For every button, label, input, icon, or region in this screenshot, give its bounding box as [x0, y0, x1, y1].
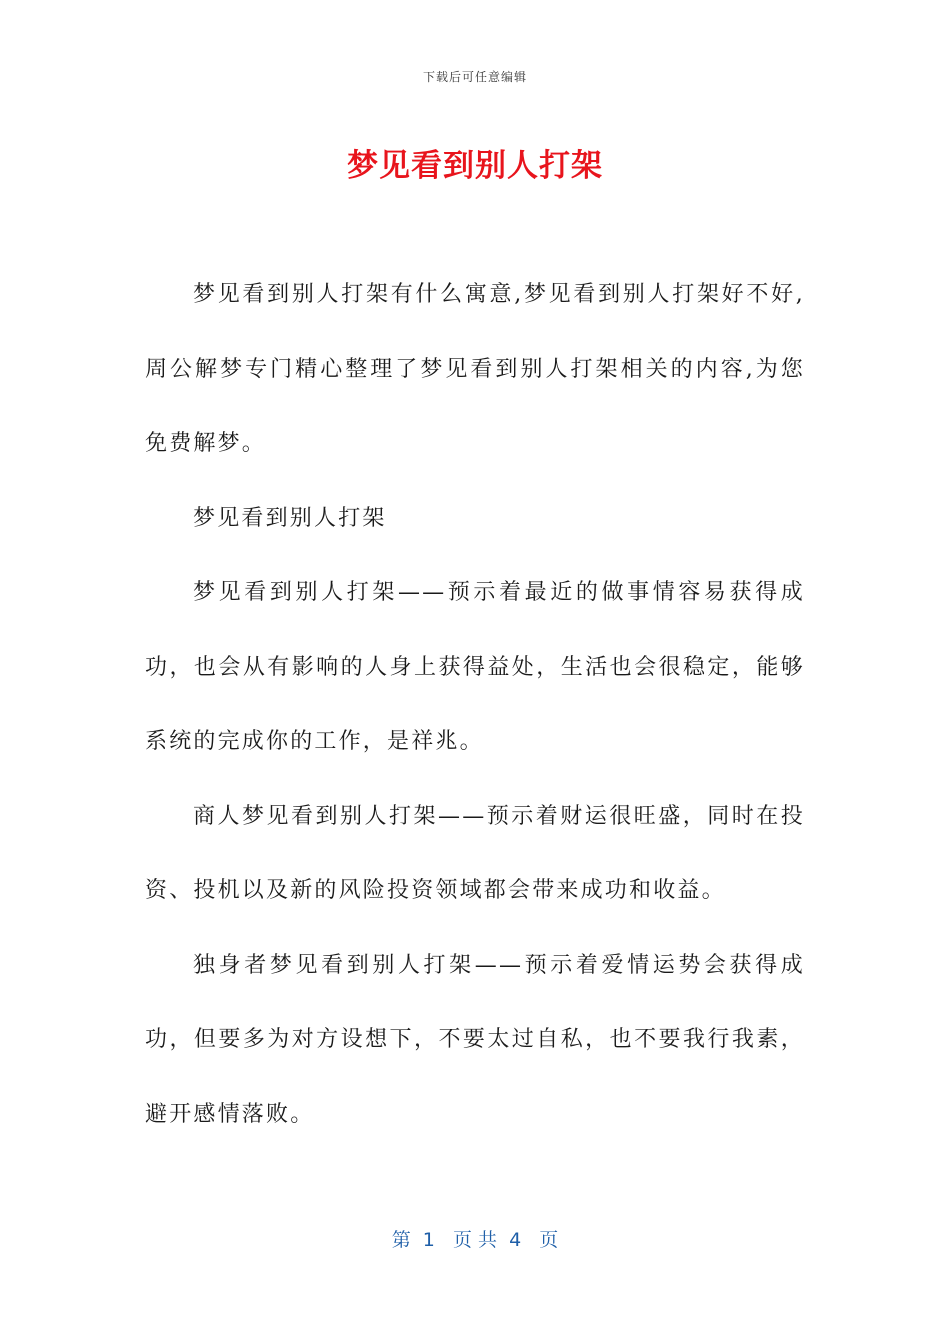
header-note: 下载后可任意编辑: [422, 70, 527, 84]
document-title: 梦见看到别人打架: [347, 148, 603, 184]
paragraph-intro: 梦见看到别人打架有什么寓意,梦见看到别人打架好不好,周公解梦专门精心整理了梦见看到别人打架相关的内容,为您免费解梦。: [145, 282, 805, 456]
page-number-footer: 第 1 页 共 4 页: [391, 1229, 559, 1251]
paragraph-merchant: 商人梦见看到别人打架——预示着财运很旺盛，同时在投资、投机以及新的风险投资领域都会带来成功和收益。: [145, 803, 805, 903]
paragraph-single: 独身者梦见看到别人打架——预示着爱情运势会获得成功，但要多为对方设想下，不要太过自私，也不要我行我素，避开感情落败。: [145, 952, 805, 1127]
paragraph-general: 梦见看到别人打架——预示着最近的做事情容易获得成功，也会从有影响的人身上获得益处，生活也会很稳定，能够系统的完成你的工作，是祥兆。: [145, 580, 805, 754]
paragraph-subheading: 梦见看到别人打架: [193, 505, 387, 531]
document-body: [145, 258, 805, 1152]
